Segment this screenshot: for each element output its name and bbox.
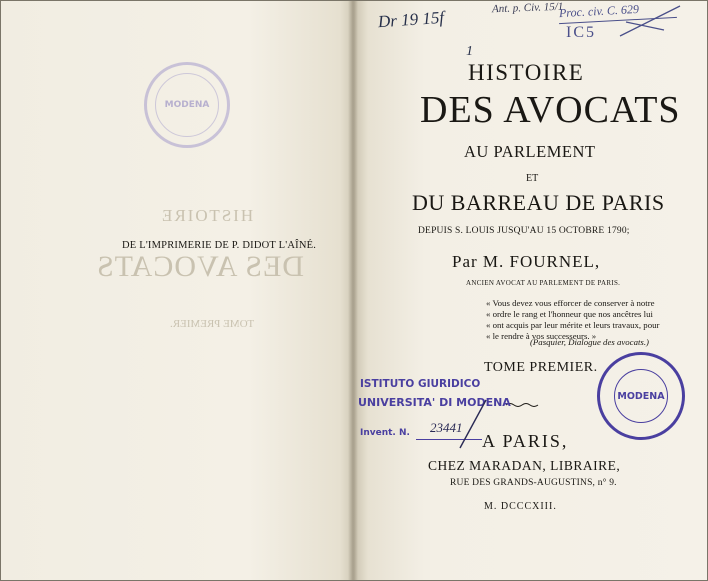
- imprint-city: A PARIS,: [482, 431, 569, 451]
- title-line-5: DU BARREAU DE PARIS: [412, 190, 665, 215]
- faint-stamp-label: MODENA: [164, 100, 210, 110]
- stamp-line-2: UNIVERSITA' DI MODENA: [358, 396, 511, 409]
- printer-line: DE L'IMPRIMERIE DE P. DIDOT L'AÎNÉ.: [122, 240, 317, 251]
- handwritten-shelfmark: Dr 19 15f: [377, 7, 445, 32]
- stamp-line-3: Invent. N.: [360, 428, 410, 438]
- ornamental-rule: [506, 402, 540, 408]
- epigraph-line-3: « ont acquis par leur mérite et leurs travaux, pour: [486, 320, 660, 330]
- book-gutter: [348, 0, 358, 581]
- handwritten-note-2: Proc. civ. C. 629: [558, 1, 640, 21]
- handwritten-note-3: IC5: [566, 24, 596, 41]
- title-line-3: AU PARLEMENT: [464, 142, 596, 161]
- handwritten-strike-icon: [616, 2, 686, 42]
- faint-library-stamp: [144, 62, 230, 148]
- author-role: ANCIEN AVOCAT AU PARLEMENT DE PARIS.: [466, 279, 621, 287]
- ghost-title-1: HISTOIRE: [160, 206, 254, 225]
- round-library-stamp: [597, 352, 685, 440]
- stamp-line-1: ISTITUTO GIURIDICO: [360, 378, 481, 390]
- epigraph-source: (Pasquier, Dialogue des avocats.): [530, 337, 649, 347]
- ghost-tome: TOME PREMIER.: [170, 318, 255, 330]
- epigraph-line-4: « le rendre à vos successeurs. »: [486, 331, 597, 341]
- author-name: Par M. FOURNEL,: [452, 252, 601, 271]
- title-line-6: DEPUIS S. LOUIS JUSQU'AU 15 OCTOBRE 1790;: [418, 226, 630, 236]
- ghost-title-2: DES AVOCATS: [96, 250, 305, 283]
- title-line-2: DES AVOCATS: [420, 89, 681, 131]
- handwritten-note-1: Ant. p. Civ. 15/1: [491, 0, 564, 16]
- round-stamp-label: MODENA: [617, 390, 665, 402]
- imprint-publisher: CHEZ MARADAN, LIBRAIRE,: [428, 458, 621, 473]
- handwritten-shelfmark-slash: 1: [466, 44, 473, 59]
- epigraph-line-2: « ordre le rang et l'honneur que nos ancêtres lui: [486, 309, 653, 319]
- imprint-year: M. DCCCXIII.: [484, 501, 557, 512]
- stamp-number: 23441: [430, 420, 463, 435]
- imprint-address: RUE DES GRANDS-AUGUSTINS, n° 9.: [450, 478, 617, 488]
- right-page: [354, 0, 708, 581]
- title-line-1: HISTOIRE: [468, 60, 585, 85]
- tome-label: TOME PREMIER.: [484, 360, 598, 375]
- epigraph-line-1: « Vous devez vous efforcer de conserver à notre: [486, 298, 655, 308]
- title-line-4: ET: [526, 173, 539, 184]
